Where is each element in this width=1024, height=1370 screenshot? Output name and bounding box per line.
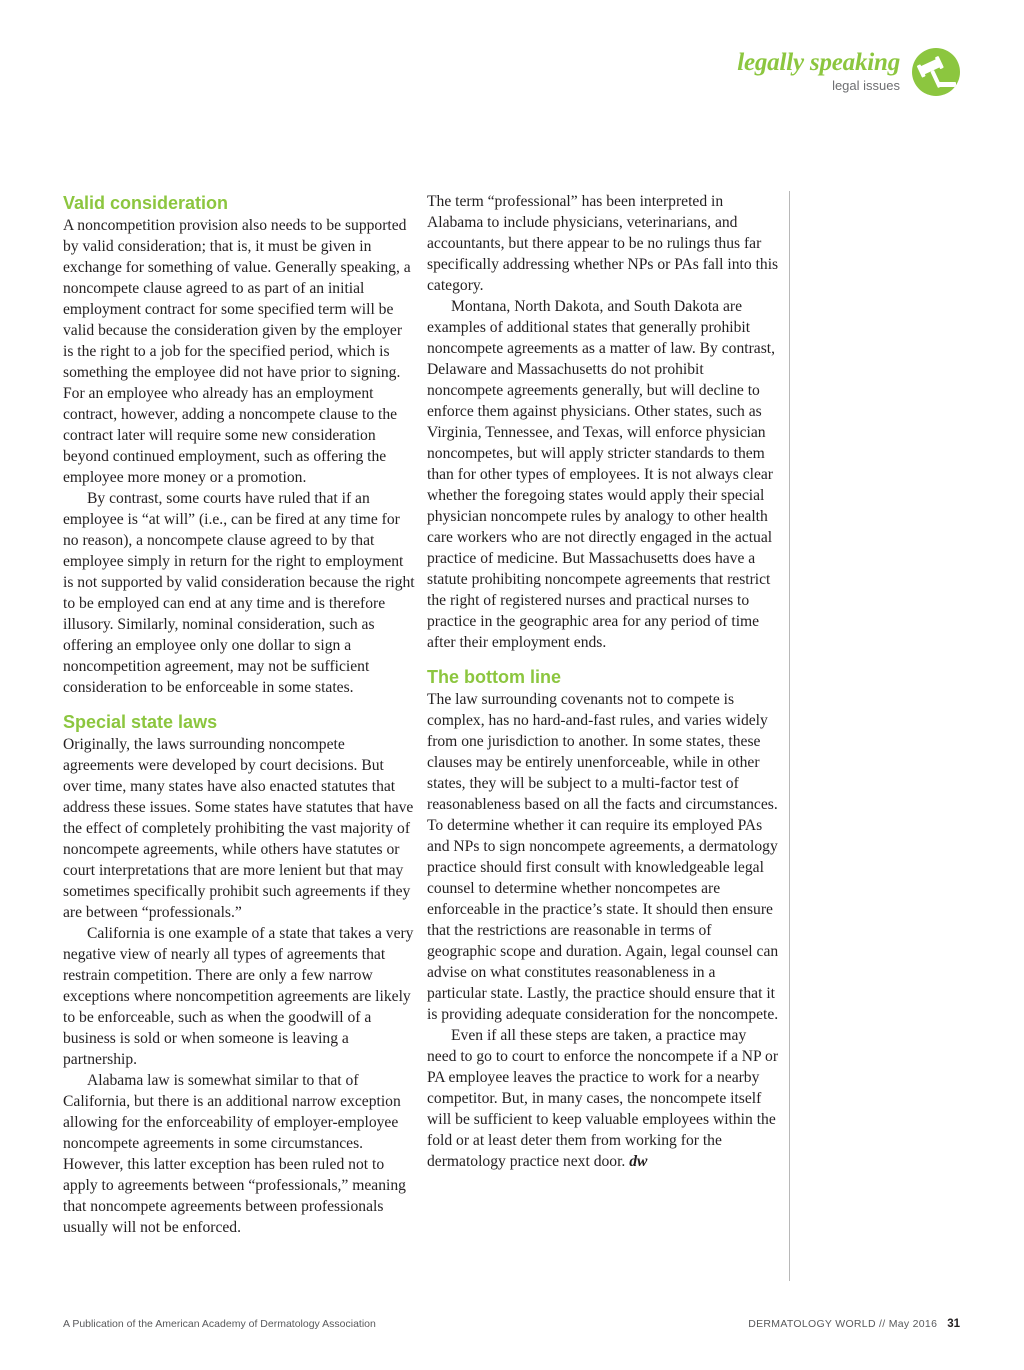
column-divider (789, 191, 790, 1281)
paragraph: The term “professional” has been interpreted in Alabama to include physicians, veterinarians, and accountants, but there appear to be no rulings thus far specifically addressing whether NPs or PAs fall into this category. (427, 193, 779, 294)
paragraph: Originally, the laws surrounding noncompete agreements were developed by court decisions. But over time, many states have also enacted statutes that address these issues. Some states have statutes that have the effect of completely prohibiting the vast majority of noncompete agreements, while others have statutes or court interpretations that are more lenient but that may sometimes specifically prohibit such agreements if they are between “professionals.” (63, 736, 414, 921)
paragraph-text: Even if all these steps are taken, a practice may need to go to court to enforce the noncompete if a NP or PA employee leaves the practice to work for a nearby competitor. But, in many cases, the noncompete itself will be sufficient to keep valuable employees within the fold or at least deter them from working for the dermatology practice next door. (427, 1027, 779, 1170)
article-column-left (63, 191, 415, 1238)
heading-the-bottom-line: The bottom line (427, 667, 561, 687)
paragraph: Montana, North Dakota, and South Dakota are examples of additional states that generally prohibit noncompete agreements as a matter of law. By contrast, Delaware and Massachusetts do not prohibit noncompete agreements generally, but will decline to enforce them against physicians. Other states, such as Virginia, Tennessee, and Texas, will enforce physician noncompetes, but will apply stricter standards to them than for other types of employees. It is not always clear whether the foregoing states would apply their special physician noncompete rules by analogy to other health care workers who are not directly engaged in the actual practice of medicine. But Massachusetts does have a statute prohibiting noncompete agreements that restrict the right of registered nurses and practical nurses to practice in the geographic area for any period of time after their employment ends. (427, 298, 775, 651)
article-column-right (427, 191, 779, 1172)
section-title: legally speaking (737, 49, 900, 76)
footer-magazine: DERMATOLOGY WORLD // May 2016 (748, 1318, 938, 1330)
gavel-icon (912, 48, 960, 96)
paragraph: A noncompetition provision also needs to be supported by valid consideration; that is, it must be given in exchange for something of value. Generally speaking, a noncompete clause agreed to as part of an initial employment contract for some specified term will be valid because the consideration given by the employer is the right to a job for the specified period, which is something the employee did not have prior to signing. For an employee who already has an employment contract, however, adding a noncompete clause to the contract later will require some new consideration beyond continued employment, such as offering the employee more money or a promotion. (63, 217, 411, 486)
paragraph: The law surrounding covenants not to compete is complex, has no hard-and-fast rules, and varies widely from one jurisdiction to another. In some states, these clauses may be entirely unenforceable, while in other states, they will be subject to a multi-factor test of reasonableness based on all the facts and circumstances. To determine whether it can require its employed PAs and NPs to sign noncompete agreements, a dermatology practice should first consult with knowledgeable legal counsel to determine whether noncompetes are enforceable in the practice’s state. It should then ensure that the restrictions are reasonable in terms of geographic scope and duration. Again, legal counsel can advise on what constitutes reasonableness in a particular state. Lastly, the practice should ensure that it is providing adequate consideration for the noncompete. (427, 691, 779, 1023)
paragraph-final (427, 1025, 779, 1172)
paragraph: California is one example of a state that takes a very negative view of nearly all types of agreements that restrain competition. There are only a few narrow exceptions where noncompetition agreements are likely to be enforceable, such as when the goodwill of a business is sold or when someone is leaving a partnership. (63, 925, 414, 1068)
footer-publisher: A Publication of the American Academy of Dermatology Association (63, 1318, 376, 1330)
section-subtitle: legal issues (832, 78, 900, 93)
page-number: 31 (947, 1318, 960, 1330)
paragraph: Alabama law is somewhat similar to that of California, but there is an additional narrow exception allowing for the enforceability of employer-employee noncompete agreements in some circumstances. However, this latter exception has been ruled not to apply to agreements between “professionals,” meaning that noncompete agreements between professionals usually will not be enforced. (63, 1072, 406, 1236)
heading-special-state-laws: Special state laws (63, 712, 218, 732)
footer-magazine-info (748, 1318, 960, 1330)
end-mark: dw (629, 1153, 648, 1170)
paragraph: By contrast, some courts have ruled that if an employee is “at will” (i.e., can be fired at any time for no reason), a noncompete clause agreed to by that employee simply in return for the right to employment is not supported by valid consideration because the right to be employed can end at any time and is therefore illusory. Similarly, nominal consideration, such as offering an employee only one dollar to sign a noncompetition agreement, may not be sufficient consideration to be enforceable in some states. (63, 490, 415, 696)
heading-valid-consideration: Valid consideration (63, 193, 229, 213)
